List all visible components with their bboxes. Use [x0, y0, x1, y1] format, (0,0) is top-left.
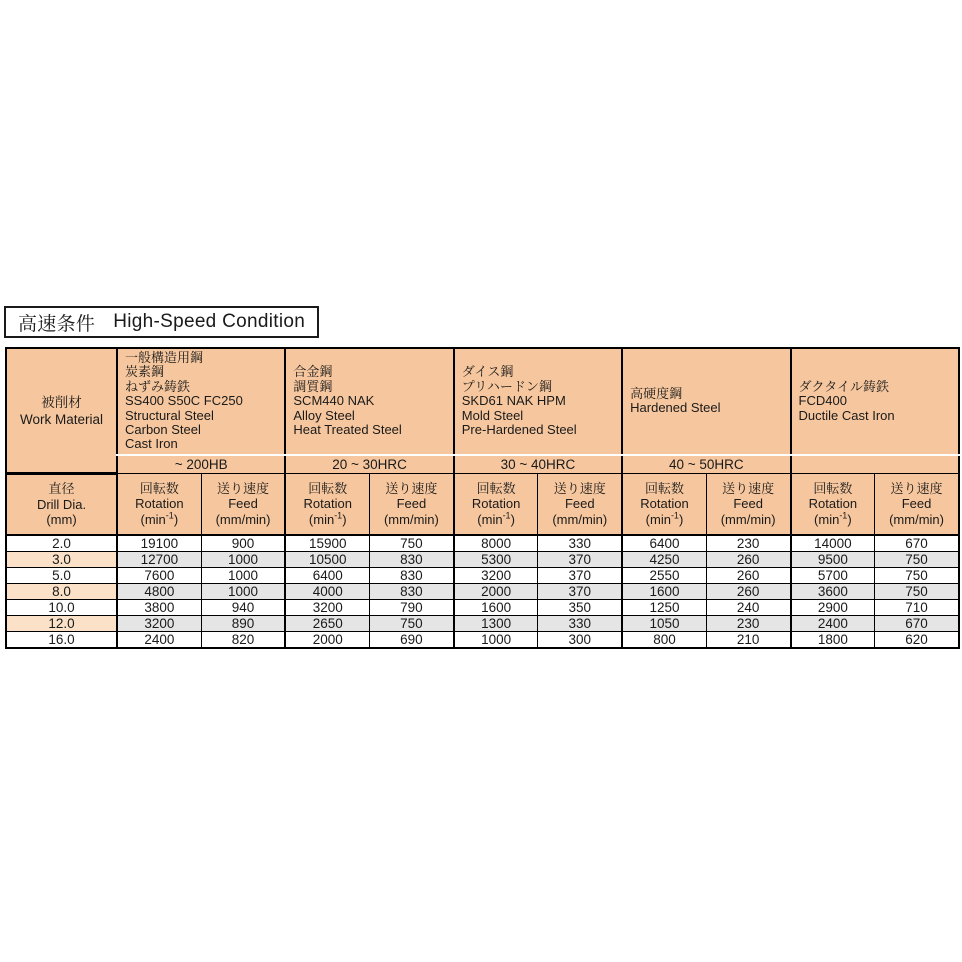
- hardness-cell: 30 ~ 40HRC: [454, 455, 622, 474]
- feed-value-cell: 820: [201, 631, 285, 648]
- feed-value-cell: 790: [370, 599, 454, 615]
- rotation-unit-close: ): [847, 511, 852, 527]
- rotation-unit: [118, 512, 201, 528]
- table-row: [6, 551, 959, 567]
- rotation-value-cell: 1600: [622, 583, 706, 599]
- feed-value-cell: 750: [875, 583, 959, 599]
- feed-value-cell: 670: [875, 615, 959, 631]
- rotation-value-cell: 6400: [285, 567, 369, 583]
- rotation-value-cell: 4250: [622, 551, 706, 567]
- rotation-value-cell: 3200: [285, 599, 369, 615]
- rotation-value-cell: 5300: [454, 551, 538, 567]
- drill-dia-cell: 16.0: [6, 631, 117, 648]
- work-material-label-ja: 被削材: [41, 394, 82, 410]
- feed-label-ja: 送り速度: [217, 480, 270, 496]
- section-title-en: High-Speed Condition: [113, 311, 306, 332]
- feed-header: [201, 474, 285, 535]
- feed-value-cell: 750: [370, 615, 454, 631]
- material-alloy-heat-treated-steel: [285, 348, 453, 455]
- material-line: Mold Steel: [461, 407, 524, 423]
- rotation-unit-close: ): [342, 511, 347, 527]
- feed-value-cell: 330: [538, 615, 622, 631]
- material-line: SCM440 NAK: [293, 393, 375, 409]
- feed-value-cell: 620: [875, 631, 959, 648]
- rotation-unit: [623, 512, 706, 528]
- hardness-row: [6, 455, 959, 474]
- material-line: ねずみ鋳鉄: [125, 378, 191, 394]
- rotation-value-cell: 1300: [454, 615, 538, 631]
- feed-value-cell: 260: [706, 583, 790, 599]
- rotation-value-cell: 1250: [622, 599, 706, 615]
- drill-dia-header: [6, 474, 117, 535]
- rotation-label-en: Rotation: [471, 496, 521, 512]
- rotation-value-cell: 4800: [117, 583, 201, 599]
- rotation-unit-sup: -1: [165, 510, 174, 521]
- work-material-label-en: Work Material: [19, 411, 104, 427]
- data-rows: [6, 535, 959, 648]
- rotation-value-cell: 2400: [791, 615, 875, 631]
- rotation-unit-close: ): [678, 511, 684, 527]
- material-line: 一般構造用鋼: [125, 350, 204, 365]
- rotation-unit-open: (min: [140, 511, 166, 527]
- feed-value-cell: 710: [875, 599, 959, 615]
- material-line: Ductile Cast Iron: [798, 407, 895, 423]
- feed-value-cell: 830: [370, 551, 454, 567]
- feed-label-ja: 送り速度: [385, 480, 438, 496]
- feed-label-ja: 送り速度: [890, 480, 943, 496]
- material-line: Heat Treated Steel: [293, 422, 402, 438]
- feed-label-en: Feed: [733, 496, 763, 512]
- feed-value-cell: 260: [706, 551, 790, 567]
- drill-dia-label-en: Drill Dia.: [36, 496, 87, 512]
- rotation-value-cell: 5700: [791, 567, 875, 583]
- rotation-value-cell: 2400: [117, 631, 201, 648]
- rotation-header: [791, 474, 875, 535]
- feed-value-cell: 330: [538, 535, 622, 552]
- feed-value-cell: 900: [201, 535, 285, 552]
- table-row: [6, 615, 959, 631]
- rotation-value-cell: 2000: [285, 631, 369, 648]
- feed-value-cell: 890: [201, 615, 285, 631]
- feed-unit: (mm/min): [383, 511, 439, 527]
- material-line: Hardened Steel: [630, 400, 721, 416]
- drill-dia-cell: 10.0: [6, 599, 117, 615]
- rotation-header: [622, 474, 706, 535]
- feed-value-cell: 750: [875, 567, 959, 583]
- feed-header: [706, 474, 790, 535]
- feed-value-cell: 940: [201, 599, 285, 615]
- feed-label-en: Feed: [564, 496, 595, 512]
- material-line: SS400 S50C FC250: [125, 393, 243, 409]
- rotation-unit: [792, 512, 875, 528]
- table-row: [6, 599, 959, 615]
- rotation-value-cell: 3200: [117, 615, 201, 631]
- rotation-unit-sup: -1: [334, 510, 343, 521]
- material-line: 合金鋼: [293, 364, 333, 380]
- feed-value-cell: 370: [538, 567, 622, 583]
- material-line: 調質鋼: [293, 378, 333, 394]
- feed-value-cell: 830: [370, 583, 454, 599]
- feed-value-cell: 370: [538, 551, 622, 567]
- rotation-header: [454, 474, 538, 535]
- hardness-cell: 40 ~ 50HRC: [622, 455, 790, 474]
- hardness-cell: [791, 455, 959, 474]
- rotation-value-cell: 19100: [117, 535, 201, 552]
- rotation-value-cell: 800: [622, 631, 706, 648]
- material-hardened-steel: [622, 348, 790, 455]
- table-row: [6, 535, 959, 552]
- feed-value-cell: 230: [706, 615, 790, 631]
- feed-unit: (mm/min): [720, 511, 776, 527]
- material-line: Pre-Hardened Steel: [461, 422, 577, 438]
- rotation-unit-sup: -1: [670, 510, 679, 521]
- rotation-value-cell: 14000: [791, 535, 875, 552]
- hardness-cell: ~ 200HB: [117, 455, 285, 474]
- rotation-label-ja: 回転数: [813, 480, 853, 496]
- rotation-unit: [286, 512, 369, 528]
- rotation-label-ja: 回転数: [644, 480, 684, 496]
- material-line: ダクタイル鋳鉄: [798, 378, 889, 394]
- section-title-ja: 高速条件: [18, 313, 96, 335]
- feed-value-cell: 240: [706, 599, 790, 615]
- feed-value-cell: 300: [538, 631, 622, 648]
- material-line: SKD61 NAK HPM: [461, 393, 566, 409]
- material-line: 高硬度鋼: [630, 386, 683, 402]
- rotation-label-ja: 回転数: [308, 480, 348, 496]
- feed-unit: (mm/min): [889, 511, 944, 527]
- drill-dia-cell: 5.0: [6, 567, 117, 583]
- feed-label-ja: 送り速度: [553, 480, 606, 496]
- rotation-unit: [455, 512, 538, 528]
- feed-label-en: Feed: [901, 496, 932, 512]
- feed-value-cell: 230: [706, 535, 790, 552]
- feed-header: [370, 474, 454, 535]
- feed-header: [538, 474, 622, 535]
- feed-value-cell: 1000: [201, 567, 285, 583]
- drill-dia-unit: (mm): [46, 512, 77, 528]
- rotation-unit-open: (min: [645, 511, 671, 527]
- rotation-value-cell: 3600: [791, 583, 875, 599]
- rotation-value-cell: 2550: [622, 567, 706, 583]
- material-line: Structural Steel: [125, 407, 214, 423]
- section-title: [4, 306, 319, 338]
- rotation-unit-open: (min: [308, 511, 335, 527]
- subheader-row: [6, 474, 959, 535]
- rotation-unit-sup: -1: [839, 510, 848, 521]
- rotation-unit-open: (min: [477, 511, 503, 527]
- rotation-unit-close: ): [510, 511, 515, 527]
- feed-unit: (mm/min): [215, 511, 271, 527]
- table-row: [6, 631, 959, 648]
- rotation-unit-close: ): [173, 511, 179, 527]
- rotation-label-ja: 回転数: [476, 480, 516, 496]
- feed-value-cell: 670: [875, 535, 959, 552]
- rotation-value-cell: 3200: [454, 567, 538, 583]
- feed-value-cell: 350: [538, 599, 622, 615]
- rotation-value-cell: 2650: [285, 615, 369, 631]
- feed-value-cell: 260: [706, 567, 790, 583]
- rotation-value-cell: 12700: [117, 551, 201, 567]
- drill-dia-cell: 12.0: [6, 615, 117, 631]
- feed-value-cell: 370: [538, 583, 622, 599]
- rotation-label-ja: 回転数: [139, 480, 179, 496]
- feed-value-cell: 1000: [201, 583, 285, 599]
- work-material-header: [6, 348, 117, 474]
- material-line: プリハードン鋼: [461, 378, 552, 394]
- material-line: Alloy Steel: [293, 407, 355, 423]
- material-ductile-cast-iron: [791, 348, 959, 455]
- rotation-value-cell: 1800: [791, 631, 875, 648]
- material-header-row: [6, 348, 959, 455]
- drill-dia-label-ja: 直径: [48, 481, 75, 497]
- feed-label-en: Feed: [396, 496, 427, 512]
- table-row: [6, 567, 959, 583]
- feed-value-cell: 830: [370, 567, 454, 583]
- rotation-value-cell: 9500: [791, 551, 875, 567]
- feed-header: [875, 474, 959, 535]
- feed-unit: (mm/min): [552, 511, 608, 527]
- rotation-value-cell: 2900: [791, 599, 875, 615]
- rotation-header: [285, 474, 369, 535]
- feed-value-cell: 750: [875, 551, 959, 567]
- rotation-value-cell: 8000: [454, 535, 538, 552]
- drill-dia-cell: 3.0: [6, 551, 117, 567]
- rotation-unit-open: (min: [814, 511, 840, 527]
- rotation-value-cell: 1600: [454, 599, 538, 615]
- rotation-label-en: Rotation: [808, 496, 858, 512]
- rotation-label-en: Rotation: [640, 496, 689, 512]
- rotation-value-cell: 4000: [285, 583, 369, 599]
- rotation-value-cell: 7600: [117, 567, 201, 583]
- feed-label-en: Feed: [228, 496, 258, 512]
- rotation-value-cell: 2000: [454, 583, 538, 599]
- feed-value-cell: 690: [370, 631, 454, 648]
- table-row: [6, 583, 959, 599]
- material-line: ダイス鋼: [461, 364, 514, 380]
- rotation-label-en: Rotation: [135, 496, 184, 512]
- rotation-header: [117, 474, 201, 535]
- feed-value-cell: 750: [370, 535, 454, 552]
- material-mold-prehardened-steel: [454, 348, 622, 455]
- feed-label-ja: 送り速度: [722, 480, 775, 496]
- feed-value-cell: 210: [706, 631, 790, 648]
- material-line: Cast Iron: [125, 436, 178, 452]
- rotation-value-cell: 1050: [622, 615, 706, 631]
- material-line: FCD400: [798, 393, 847, 409]
- hardness-cell: 20 ~ 30HRC: [285, 455, 453, 474]
- rotation-value-cell: 6400: [622, 535, 706, 552]
- rotation-value-cell: 10500: [285, 551, 369, 567]
- material-line: 炭素鋼: [125, 364, 165, 380]
- rotation-unit-sup: -1: [502, 510, 511, 521]
- material-line: Carbon Steel: [125, 422, 201, 438]
- rotation-label-en: Rotation: [303, 496, 352, 512]
- rotation-value-cell: 1000: [454, 631, 538, 648]
- drill-dia-cell: 8.0: [6, 583, 117, 599]
- material-structural-carbon-cast-iron: [117, 348, 285, 455]
- rotation-value-cell: 3800: [117, 599, 201, 615]
- rotation-value-cell: 15900: [285, 535, 369, 552]
- drill-dia-cell: 2.0: [6, 535, 117, 552]
- high-speed-condition-table: [5, 347, 960, 649]
- feed-value-cell: 1000: [201, 551, 285, 567]
